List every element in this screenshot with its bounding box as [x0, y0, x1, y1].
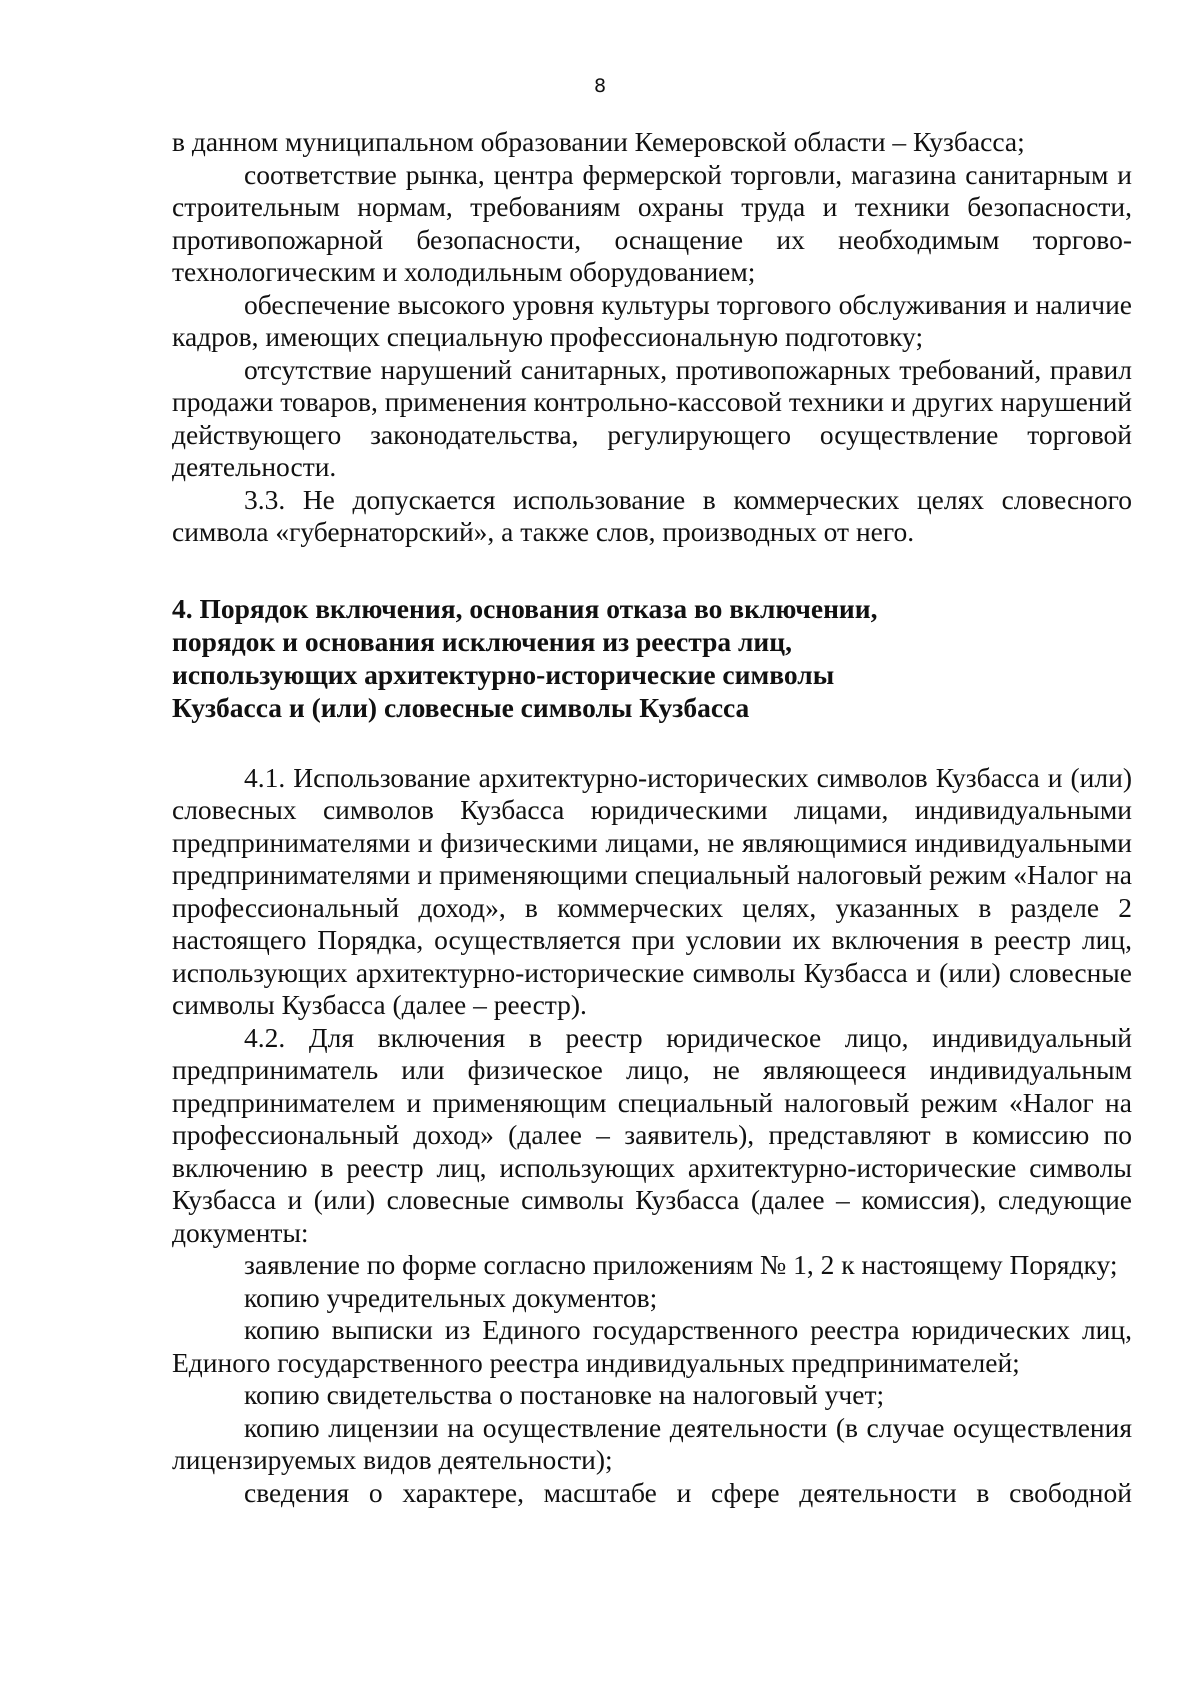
section-heading: [172, 592, 1132, 724]
paragraph: обеспечение высокого уровня культуры торгового обслуживания и наличие кадров, имеющих специальную профессиональную подготовку;: [172, 288, 1132, 352]
page-number: 8: [593, 75, 607, 97]
section-heading-line: 4. Порядок включения, основания отказа во включении,: [172, 592, 878, 624]
section-heading-line: использующих архитектурно-исторические символы: [172, 658, 835, 690]
paragraph: 4.1. Использование архитектурно-исторических символов Кузбасса и (или) словесных символов Кузбасса юридическими лицами, индивидуальными предпринимателями и физическими лицами, не являющимися индивидуальными предпринимателями и применяющими специальный налоговый режим «Налог на профессиональный доход», в коммерческих целях, указанных в разделе 2 настоящего Порядка, осуществляется при условии их включения в реестр лиц, использующих архитектурно-исторические символы Кузбасса и (или) словесные символы Кузбасса (далее – реестр).: [172, 761, 1132, 1020]
paragraph: 3.3. Не допускается использование в коммерческих целях словесного символа «губернаторский», а также слов, производных от него.: [172, 483, 1132, 547]
paragraph: в данном муниципальном образовании Кемеровской области – Кузбасса;: [172, 126, 1025, 157]
paragraph: соответствие рынка, центра фермерской торговли, магазина санитарным и строительным нормам, требованиям охраны труда и техники безопасности, противопожарной безопасности, оснащение их необходимым торгово-технологическим и холодильным оборудованием;: [172, 158, 1132, 287]
paragraph: заявление по форме согласно приложениям № 1, 2 к настоящему Порядку;: [244, 1249, 1118, 1280]
paragraph: копию лицензии на осуществление деятельности (в случае осуществления лицензируемых видов деятельности);: [172, 1411, 1132, 1475]
paragraph: 4.2. Для включения в реестр юридическое лицо, индивидуальный предприниматель или физическое лицо, не являющееся индивидуальным предпринимателем и применяющим специальный налоговый режим «Налог на профессиональный доход» (далее – заявитель), представляют в комиссию по включению в реестр лиц, использующих архитектурно-исторические символы Кузбасса и (или) словесные символы Кузбасса (далее – комиссия), следующие документы:: [172, 1021, 1132, 1248]
section-heading-line: порядок и основания исключения из реестра лиц,: [172, 625, 792, 657]
section-heading-line: Кузбасса и (или) словесные символы Кузбасса: [172, 691, 750, 723]
paragraph: копию свидетельства о постановке на налоговый учет;: [244, 1379, 885, 1410]
paragraph: копию учредительных документов;: [244, 1281, 658, 1313]
paragraph: копию выписки из Единого государственного реестра юридических лиц, Единого государственного реестра индивидуальных предпринимателей;: [172, 1314, 1132, 1378]
paragraph: сведения о характере, масштабе и сфере деятельности в свободной: [244, 1476, 1132, 1508]
paragraphs-after-heading: [172, 762, 1132, 1510]
paragraphs-before-heading: [172, 126, 1132, 549]
document-body: [172, 126, 1132, 1509]
paragraph: отсутствие нарушений санитарных, противопожарных требований, правил продажи товаров, применения контрольно-кассовой техники и других нарушений действующего законодательства, регулирующего осуществление торговой деятельности.: [172, 353, 1132, 482]
